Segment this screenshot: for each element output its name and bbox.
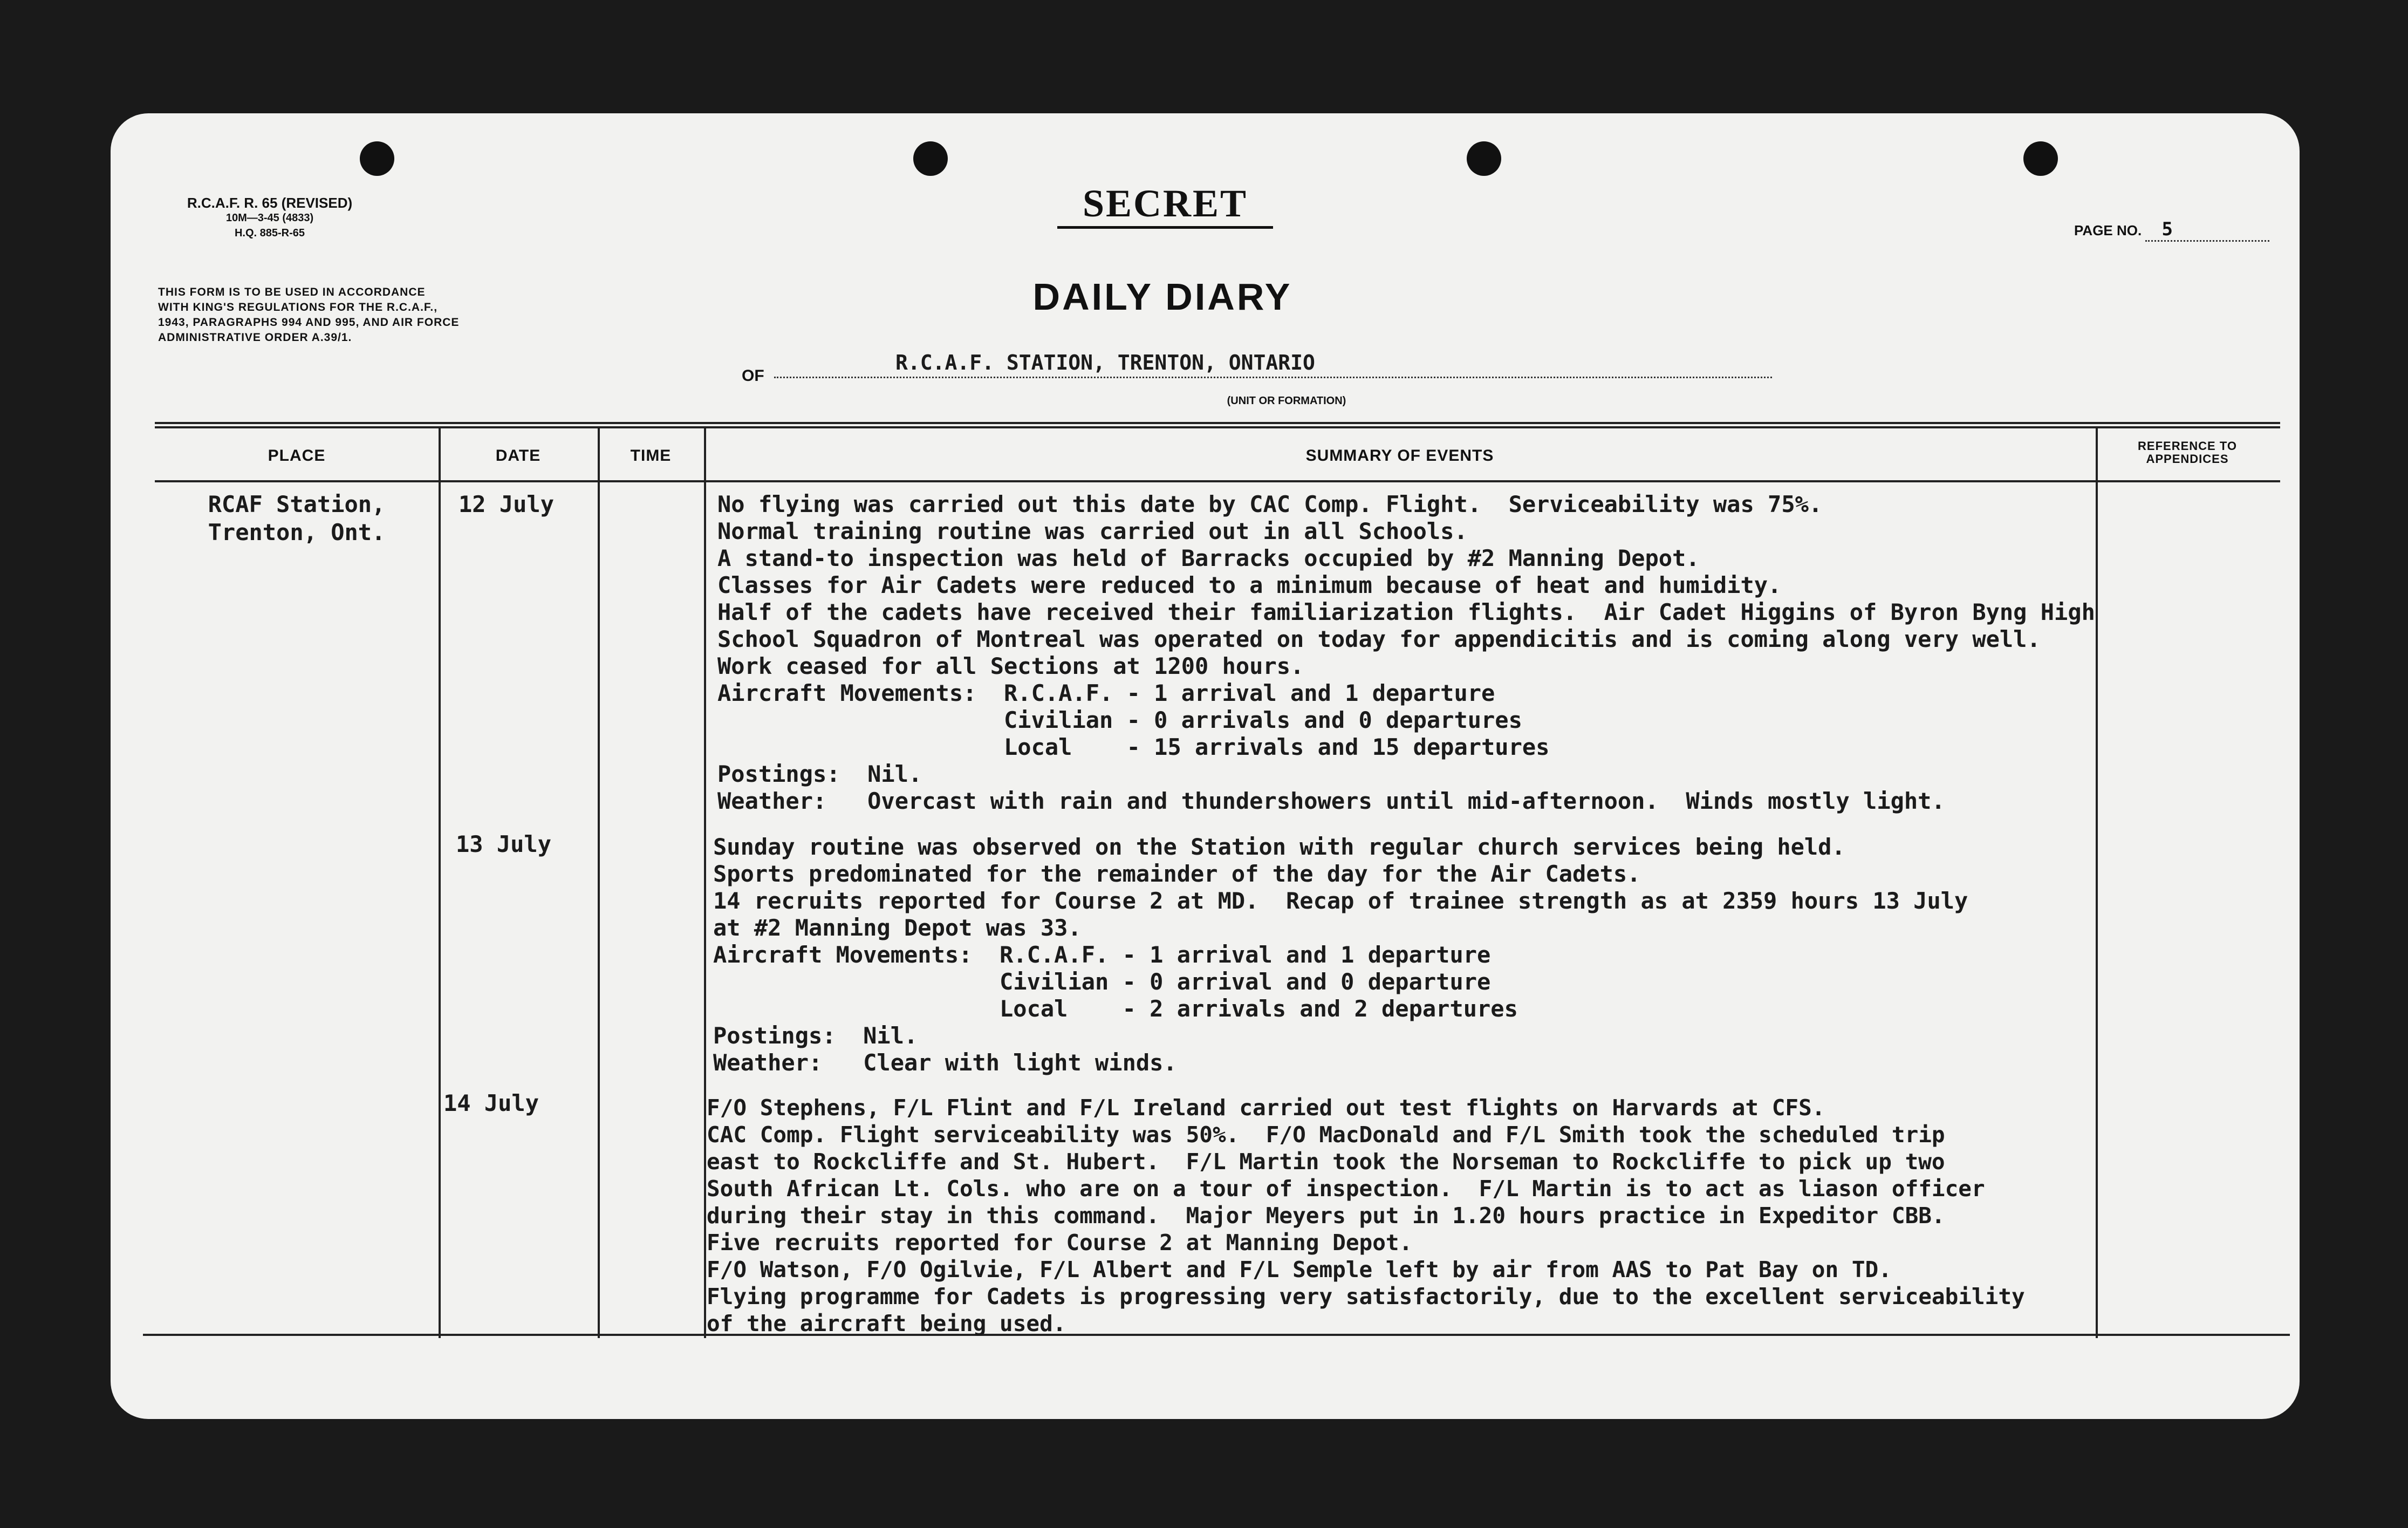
summary-line: Half of the cadets have received their familiarization flights. Air Cadet Higgins of Byron Byng High xyxy=(717,599,2095,625)
unit-caption: (UNIT OR FORMATION) xyxy=(1227,395,1346,407)
regulation-line: 1943, PARAGRAPHS 994 AND 995, AND AIR FORCE xyxy=(158,316,460,329)
summary-line: Classes for Air Cadets were reduced to a minimum because of heat and humidity. xyxy=(717,572,1782,598)
summary-line: Sports predominated for the remainder of the day for the Air Cadets. xyxy=(713,861,1641,887)
header-bottom-rule xyxy=(155,480,2280,482)
punch-hole xyxy=(1467,141,1501,176)
form-title: DAILY DIARY xyxy=(1032,276,1292,318)
entry-summary xyxy=(713,834,1968,1076)
form-id-line: R.C.A.F. R. 65 (REVISED) xyxy=(187,195,353,211)
page-number-field xyxy=(2074,219,2269,242)
summary-line: No flying was carried out this date by CAC Comp. Flight. Serviceability was 75%. xyxy=(717,491,1823,517)
summary-line: Flying programme for Cadets is progressing very satisfactorily, due to the excellent serviceability xyxy=(707,1284,2025,1309)
table-top-rule xyxy=(155,426,2280,428)
summary-line: Civilian - 0 arrivals and 0 departures xyxy=(717,707,1522,733)
summary-line: Postings: Nil. xyxy=(717,761,922,787)
summary-line: Work ceased for all Sections at 1200 hours. xyxy=(717,653,1304,679)
summary-line: A stand-to inspection was held of Barracks occupied by #2 Manning Depot. xyxy=(717,545,1700,571)
column-header-date: DATE xyxy=(495,447,541,465)
entry-date: 13 July xyxy=(456,831,552,857)
of-label: OF xyxy=(742,367,764,385)
punch-hole xyxy=(360,141,394,176)
diary-sheet xyxy=(111,113,2300,1419)
column-header-place: PLACE xyxy=(268,447,326,465)
column-divider xyxy=(439,426,441,1338)
place-line: RCAF Station, xyxy=(208,491,386,517)
form-id xyxy=(173,195,367,241)
entry-summary xyxy=(717,491,2095,815)
regulation-line: WITH KING'S REGULATIONS FOR THE R.C.A.F., xyxy=(158,301,438,313)
summary-line: Weather: Overcast with rain and thundershowers until mid-afternoon. Winds mostly light. xyxy=(717,788,1945,814)
summary-line: CAC Comp. Flight serviceability was 50%. F/O MacDonald and F/L Smith took the scheduled trip xyxy=(707,1122,1945,1148)
classification-stamp: SECRET xyxy=(1057,181,1273,229)
summary-line: F/O Stephens, F/L Flint and F/L Ireland carried out test flights on Harvards at CFS. xyxy=(707,1095,1825,1121)
column-header-reference xyxy=(2096,440,2279,466)
column-divider xyxy=(598,426,600,1338)
entry-summary xyxy=(707,1094,2025,1337)
summary-line: Five recruits reported for Course 2 at Manning Depot. xyxy=(707,1230,1413,1256)
unit-name: R.C.A.F. STATION, TRENTON, ONTARIO xyxy=(895,351,1315,374)
summary-line: South African Lt. Cols. who are on a tour of inspection. F/L Martin is to act as liason officer xyxy=(707,1176,1985,1202)
regulation-note xyxy=(158,285,459,345)
punch-hole xyxy=(2023,141,2058,176)
summary-line: Postings: Nil. xyxy=(713,1022,918,1049)
summary-line: Weather: Clear with light winds. xyxy=(713,1049,1177,1076)
summary-line: Local - 15 arrivals and 15 departures xyxy=(717,734,1550,760)
summary-line: Sunday routine was observed on the Station with regular church services being held. xyxy=(713,834,1845,860)
place-line: Trenton, Ont. xyxy=(208,519,386,545)
summary-line: Aircraft Movements: R.C.A.F. - 1 arrival and 1 departure xyxy=(713,942,1491,968)
summary-line: Normal training routine was carried out in all Schools. xyxy=(717,518,1468,544)
summary-line: at #2 Manning Depot was 33. xyxy=(713,915,1082,941)
page-number: 5 xyxy=(2145,219,2269,242)
page-label: PAGE NO. xyxy=(2074,222,2142,238)
column-header-time: TIME xyxy=(630,447,672,465)
summary-line: of the aircraft being used. xyxy=(707,1311,1066,1336)
summary-line: Aircraft Movements: R.C.A.F. - 1 arrival and 1 departure xyxy=(717,680,1495,706)
punch-hole xyxy=(913,141,948,176)
summary-line: Civilian - 0 arrival and 0 departure xyxy=(713,968,1491,995)
summary-line: F/O Watson, F/O Ogilvie, F/L Albert and F/L Semple left by air from AAS to Pat Bay on TD. xyxy=(707,1257,1892,1283)
entry-date: 14 July xyxy=(443,1090,539,1116)
place-cell xyxy=(170,491,423,547)
form-id-line: 10M—3-45 (4833) xyxy=(225,212,314,224)
summary-line: 14 recruits reported for Course 2 at MD. Recap of trainee strength as at 2359 hours 13 July xyxy=(713,888,1968,914)
summary-line: during their stay in this command. Major Meyers put in 1.20 hours practice in Expeditor CBB. xyxy=(707,1203,1945,1229)
column-header-summary: SUMMARY OF EVENTS xyxy=(1305,447,1494,465)
reference-header-line: REFERENCE TO xyxy=(2138,439,2237,453)
summary-line: east to Rockcliffe and St. Hubert. F/L Martin took the Norseman to Rockcliffe to pick up two xyxy=(707,1149,1945,1175)
column-divider xyxy=(704,426,706,1338)
entry-date: 12 July xyxy=(459,491,555,517)
summary-line: School Squadron of Montreal was operated on today for appendicitis and is coming along very well. xyxy=(717,626,2041,652)
regulation-line: THIS FORM IS TO BE USED IN ACCORDANCE xyxy=(158,286,426,298)
unit-field xyxy=(774,351,1772,378)
column-divider xyxy=(2096,426,2098,1338)
table-top-rule xyxy=(155,422,2280,424)
summary-line: Local - 2 arrivals and 2 departures xyxy=(713,995,1518,1022)
form-id-line: H.Q. 885-R-65 xyxy=(234,227,305,239)
regulation-line: ADMINISTRATIVE ORDER A.39/1. xyxy=(158,331,352,344)
reference-header-line: APPENDICES xyxy=(2146,452,2229,466)
